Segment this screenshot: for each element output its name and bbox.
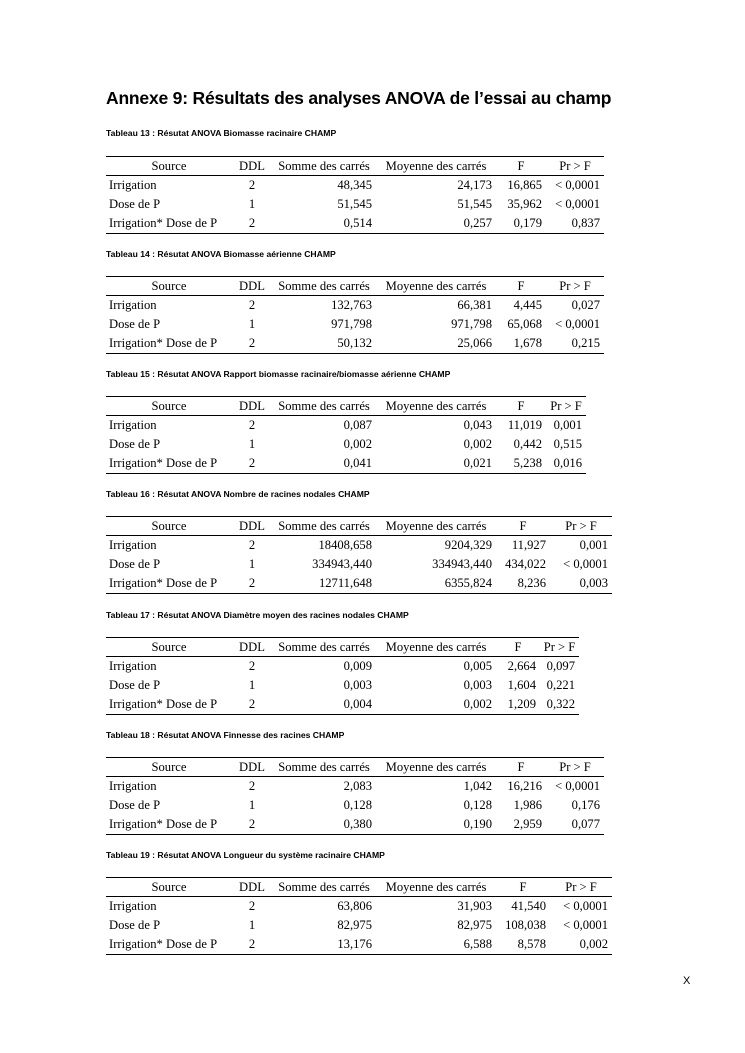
cell-f-value: 11,019 — [507, 418, 542, 432]
cell-source: Irrigation* Dose de P — [109, 456, 218, 470]
cell-ddl: 2 — [248, 216, 256, 230]
column-header-somme-carres: Somme des carrés — [272, 758, 376, 777]
cell-f-value: 1,209 — [507, 697, 536, 711]
column-header-p-value: Pr > F — [550, 517, 612, 536]
cell-somme-carres: 132,763 — [331, 298, 372, 312]
cell-somme-carres: 63,806 — [337, 899, 372, 913]
cell-p-value: 0,016 — [553, 456, 582, 470]
column-header-f-value: F — [496, 157, 546, 176]
column-header-source: Source — [106, 638, 232, 657]
anova-table — [106, 757, 604, 835]
cell-somme-carres: 48,345 — [337, 178, 372, 192]
cell-moyenne-carres: 0,002 — [463, 437, 492, 451]
table-row — [106, 536, 612, 556]
cell-ddl: 2 — [248, 697, 256, 711]
table-row — [106, 435, 586, 454]
cell-moyenne-carres: 971,798 — [451, 317, 492, 331]
cell-f-value: 0,179 — [513, 216, 542, 230]
cell-source: Irrigation — [109, 899, 157, 913]
table-row — [106, 916, 612, 935]
table-row — [106, 214, 604, 234]
table-header-row — [106, 878, 612, 897]
cell-p-value: < 0,0001 — [555, 779, 600, 793]
table-row — [106, 334, 604, 354]
anova-table — [106, 156, 604, 234]
column-header-somme-carres: Somme des carrés — [272, 397, 376, 416]
cell-source: Irrigation — [109, 298, 157, 312]
cell-somme-carres: 971,798 — [331, 317, 372, 331]
cell-source: Irrigation — [109, 418, 157, 432]
column-header-moyenne-carres: Moyenne des carrés — [376, 517, 496, 536]
table-row — [106, 315, 604, 334]
cell-moyenne-carres: 66,381 — [457, 298, 492, 312]
column-header-somme-carres: Somme des carrés — [272, 878, 376, 897]
column-header-somme-carres: Somme des carrés — [272, 638, 376, 657]
cell-somme-carres: 0,002 — [343, 437, 372, 451]
table-header-row — [106, 517, 612, 536]
table-row — [106, 657, 579, 677]
anova-table — [106, 396, 586, 474]
column-header-source: Source — [106, 878, 232, 897]
table-caption: Tableau 16 : Résutat ANOVA Nombre de racines nodales CHAMP — [106, 489, 370, 499]
cell-somme-carres: 51,545 — [337, 197, 372, 211]
anova-table — [106, 276, 604, 354]
cell-p-value: 0,002 — [579, 937, 608, 951]
column-header-ddl: DDL — [232, 397, 272, 416]
cell-source: Irrigation — [109, 538, 157, 552]
cell-ddl: 1 — [248, 678, 256, 692]
cell-ddl: 2 — [248, 418, 256, 432]
cell-p-value: 0,001 — [579, 538, 608, 552]
column-header-p-value: Pr > F — [550, 878, 612, 897]
cell-somme-carres: 50,132 — [337, 336, 372, 350]
cell-p-value: 0,027 — [571, 298, 600, 312]
table-caption: Tableau 14 : Résutat ANOVA Biomasse aérienne CHAMP — [106, 249, 336, 259]
cell-somme-carres: 334943,440 — [312, 557, 372, 571]
column-header-moyenne-carres: Moyenne des carrés — [376, 277, 496, 296]
table-row — [106, 296, 604, 316]
cell-somme-carres: 0,003 — [343, 678, 372, 692]
column-header-moyenne-carres: Moyenne des carrés — [376, 157, 496, 176]
cell-ddl: 1 — [248, 798, 256, 812]
cell-source: Irrigation* Dose de P — [109, 216, 218, 230]
column-header-moyenne-carres: Moyenne des carrés — [376, 758, 496, 777]
column-header-moyenne-carres: Moyenne des carrés — [376, 397, 496, 416]
cell-ddl: 1 — [248, 918, 256, 932]
cell-ddl: 2 — [248, 817, 256, 831]
cell-p-value: 0,837 — [571, 216, 600, 230]
cell-moyenne-carres: 0,128 — [463, 798, 492, 812]
column-header-ddl: DDL — [232, 157, 272, 176]
column-header-p-value: Pr > F — [546, 277, 604, 296]
cell-ddl: 1 — [248, 557, 256, 571]
table-caption: Tableau 15 : Résutat ANOVA Rapport biomasse racinaire/biomasse aérienne CHAMP — [106, 369, 451, 379]
cell-source: Dose de P — [109, 557, 161, 571]
cell-source: Irrigation — [109, 178, 157, 192]
cell-f-value: 5,238 — [513, 456, 542, 470]
cell-p-value: < 0,0001 — [563, 557, 608, 571]
cell-p-value: < 0,0001 — [563, 918, 608, 932]
column-header-p-value: Pr > F — [546, 397, 586, 416]
cell-p-value: < 0,0001 — [555, 197, 600, 211]
anova-table — [106, 637, 579, 715]
cell-moyenne-carres: 0,005 — [463, 659, 492, 673]
page-number: X — [683, 975, 691, 987]
cell-p-value: 0,215 — [571, 336, 600, 350]
column-header-f-value: F — [496, 277, 546, 296]
cell-f-value: 434,022 — [505, 557, 546, 571]
anova-table — [106, 516, 612, 594]
cell-source: Irrigation — [109, 779, 157, 793]
table-row — [106, 695, 579, 715]
cell-p-value: 0,097 — [546, 659, 575, 673]
table-caption: Tableau 17 : Résutat ANOVA Diamètre moyen des racines nodales CHAMP — [106, 610, 409, 620]
column-header-source: Source — [106, 397, 232, 416]
cell-moyenne-carres: 9204,329 — [444, 538, 492, 552]
cell-somme-carres: 0,041 — [343, 456, 372, 470]
cell-ddl: 2 — [248, 178, 256, 192]
column-header-somme-carres: Somme des carrés — [272, 517, 376, 536]
table-row — [106, 454, 586, 474]
cell-somme-carres: 0,009 — [343, 659, 372, 673]
anova-table — [106, 877, 612, 955]
table-row — [106, 796, 604, 815]
column-header-f-value: F — [496, 517, 550, 536]
cell-somme-carres: 13,176 — [337, 937, 372, 951]
table-row — [106, 574, 612, 594]
cell-p-value: 0,515 — [553, 437, 582, 451]
table-row — [106, 935, 612, 955]
cell-p-value: < 0,0001 — [555, 317, 600, 331]
cell-f-value: 1,604 — [507, 678, 536, 692]
cell-f-value: 1,986 — [513, 798, 542, 812]
cell-f-value: 4,445 — [513, 298, 542, 312]
cell-somme-carres: 2,083 — [343, 779, 372, 793]
table-row — [106, 777, 604, 797]
cell-moyenne-carres: 6355,824 — [444, 576, 492, 590]
column-header-f-value: F — [496, 397, 546, 416]
column-header-source: Source — [106, 157, 232, 176]
cell-p-value: < 0,0001 — [563, 899, 608, 913]
cell-ddl: 2 — [248, 456, 256, 470]
column-header-source: Source — [106, 277, 232, 296]
cell-moyenne-carres: 0,043 — [463, 418, 492, 432]
cell-f-value: 8,578 — [517, 937, 546, 951]
cell-ddl: 2 — [248, 538, 256, 552]
cell-f-value: 35,962 — [507, 197, 542, 211]
table-row — [106, 416, 586, 436]
cell-moyenne-carres: 0,021 — [463, 456, 492, 470]
cell-ddl: 2 — [248, 899, 256, 913]
table-row — [106, 897, 612, 917]
cell-ddl: 1 — [248, 197, 256, 211]
cell-p-value: 0,001 — [553, 418, 582, 432]
column-header-p-value: Pr > F — [546, 758, 604, 777]
cell-somme-carres: 0,004 — [343, 697, 372, 711]
cell-ddl: 2 — [248, 298, 256, 312]
cell-source: Irrigation* Dose de P — [109, 697, 218, 711]
cell-f-value: 1,678 — [513, 336, 542, 350]
table-caption: Tableau 18 : Résutat ANOVA Finnesse des racines CHAMP — [106, 730, 345, 740]
cell-moyenne-carres: 1,042 — [463, 779, 492, 793]
cell-f-value: 0,442 — [513, 437, 542, 451]
column-header-p-value: Pr > F — [540, 638, 579, 657]
cell-somme-carres: 0,087 — [343, 418, 372, 432]
cell-source: Irrigation* Dose de P — [109, 937, 218, 951]
cell-somme-carres: 12711,648 — [318, 576, 372, 590]
table-caption: Tableau 13 : Résutat ANOVA Biomasse racinaire CHAMP — [106, 128, 337, 138]
cell-ddl: 2 — [248, 937, 256, 951]
cell-somme-carres: 82,975 — [337, 918, 372, 932]
cell-somme-carres: 18408,658 — [318, 538, 372, 552]
table-row — [106, 815, 604, 835]
cell-p-value: < 0,0001 — [555, 178, 600, 192]
annex-heading: Annexe 9: Résultats des analyses ANOVA de l’essai au champ — [106, 88, 612, 108]
cell-moyenne-carres: 31,903 — [457, 899, 492, 913]
cell-moyenne-carres: 0,257 — [463, 216, 492, 230]
column-header-f-value: F — [496, 878, 550, 897]
column-header-p-value: Pr > F — [546, 157, 604, 176]
cell-p-value: 0,322 — [546, 697, 575, 711]
cell-moyenne-carres: 0,003 — [463, 678, 492, 692]
cell-f-value: 8,236 — [517, 576, 546, 590]
cell-source: Dose de P — [109, 918, 161, 932]
cell-moyenne-carres: 82,975 — [457, 918, 492, 932]
table-row — [106, 176, 604, 196]
cell-f-value: 41,540 — [511, 899, 546, 913]
cell-somme-carres: 0,128 — [343, 798, 372, 812]
cell-moyenne-carres: 334943,440 — [432, 557, 492, 571]
cell-p-value: 0,221 — [546, 678, 575, 692]
column-header-ddl: DDL — [232, 277, 272, 296]
cell-f-value: 108,038 — [505, 918, 546, 932]
cell-source: Dose de P — [109, 798, 161, 812]
table-header-row — [106, 397, 586, 416]
cell-ddl: 2 — [248, 336, 256, 350]
cell-source: Dose de P — [109, 437, 161, 451]
cell-source: Dose de P — [109, 678, 161, 692]
cell-p-value: 0,003 — [579, 576, 608, 590]
table-header-row — [106, 758, 604, 777]
cell-f-value: 16,216 — [507, 779, 542, 793]
cell-f-value: 2,664 — [507, 659, 536, 673]
column-header-ddl: DDL — [232, 517, 272, 536]
column-header-f-value: F — [496, 758, 546, 777]
cell-moyenne-carres: 0,190 — [463, 817, 492, 831]
cell-ddl: 2 — [248, 779, 256, 793]
cell-p-value: 0,176 — [571, 798, 600, 812]
cell-moyenne-carres: 24,173 — [457, 178, 492, 192]
column-header-f-value: F — [496, 638, 540, 657]
cell-moyenne-carres: 6,588 — [463, 937, 492, 951]
cell-f-value: 11,927 — [511, 538, 546, 552]
cell-source: Dose de P — [109, 317, 161, 331]
table-header-row — [106, 157, 604, 176]
column-header-source: Source — [106, 517, 232, 536]
cell-ddl: 2 — [248, 659, 256, 673]
table-row — [106, 676, 579, 695]
cell-moyenne-carres: 25,066 — [457, 336, 492, 350]
column-header-somme-carres: Somme des carrés — [272, 277, 376, 296]
cell-ddl: 1 — [248, 317, 256, 331]
column-header-moyenne-carres: Moyenne des carrés — [376, 638, 496, 657]
cell-moyenne-carres: 51,545 — [457, 197, 492, 211]
table-row — [106, 555, 612, 574]
cell-somme-carres: 0,380 — [343, 817, 372, 831]
cell-ddl: 2 — [248, 576, 256, 590]
cell-ddl: 1 — [248, 437, 256, 451]
table-row — [106, 195, 604, 214]
cell-somme-carres: 0,514 — [343, 216, 372, 230]
cell-source: Dose de P — [109, 197, 161, 211]
cell-source: Irrigation* Dose de P — [109, 817, 218, 831]
column-header-somme-carres: Somme des carrés — [272, 157, 376, 176]
table-header-row — [106, 277, 604, 296]
cell-moyenne-carres: 0,002 — [463, 697, 492, 711]
cell-source: Irrigation — [109, 659, 157, 673]
table-caption: Tableau 19 : Résutat ANOVA Longueur du système racinaire CHAMP — [106, 850, 385, 860]
cell-f-value: 16,865 — [507, 178, 542, 192]
cell-source: Irrigation* Dose de P — [109, 576, 218, 590]
column-header-moyenne-carres: Moyenne des carrés — [376, 878, 496, 897]
column-header-source: Source — [106, 758, 232, 777]
column-header-ddl: DDL — [232, 758, 272, 777]
table-header-row — [106, 638, 579, 657]
cell-source: Irrigation* Dose de P — [109, 336, 218, 350]
column-header-ddl: DDL — [232, 878, 272, 897]
cell-p-value: 0,077 — [571, 817, 600, 831]
column-header-ddl: DDL — [232, 638, 272, 657]
cell-f-value: 2,959 — [513, 817, 542, 831]
cell-f-value: 65,068 — [507, 317, 542, 331]
